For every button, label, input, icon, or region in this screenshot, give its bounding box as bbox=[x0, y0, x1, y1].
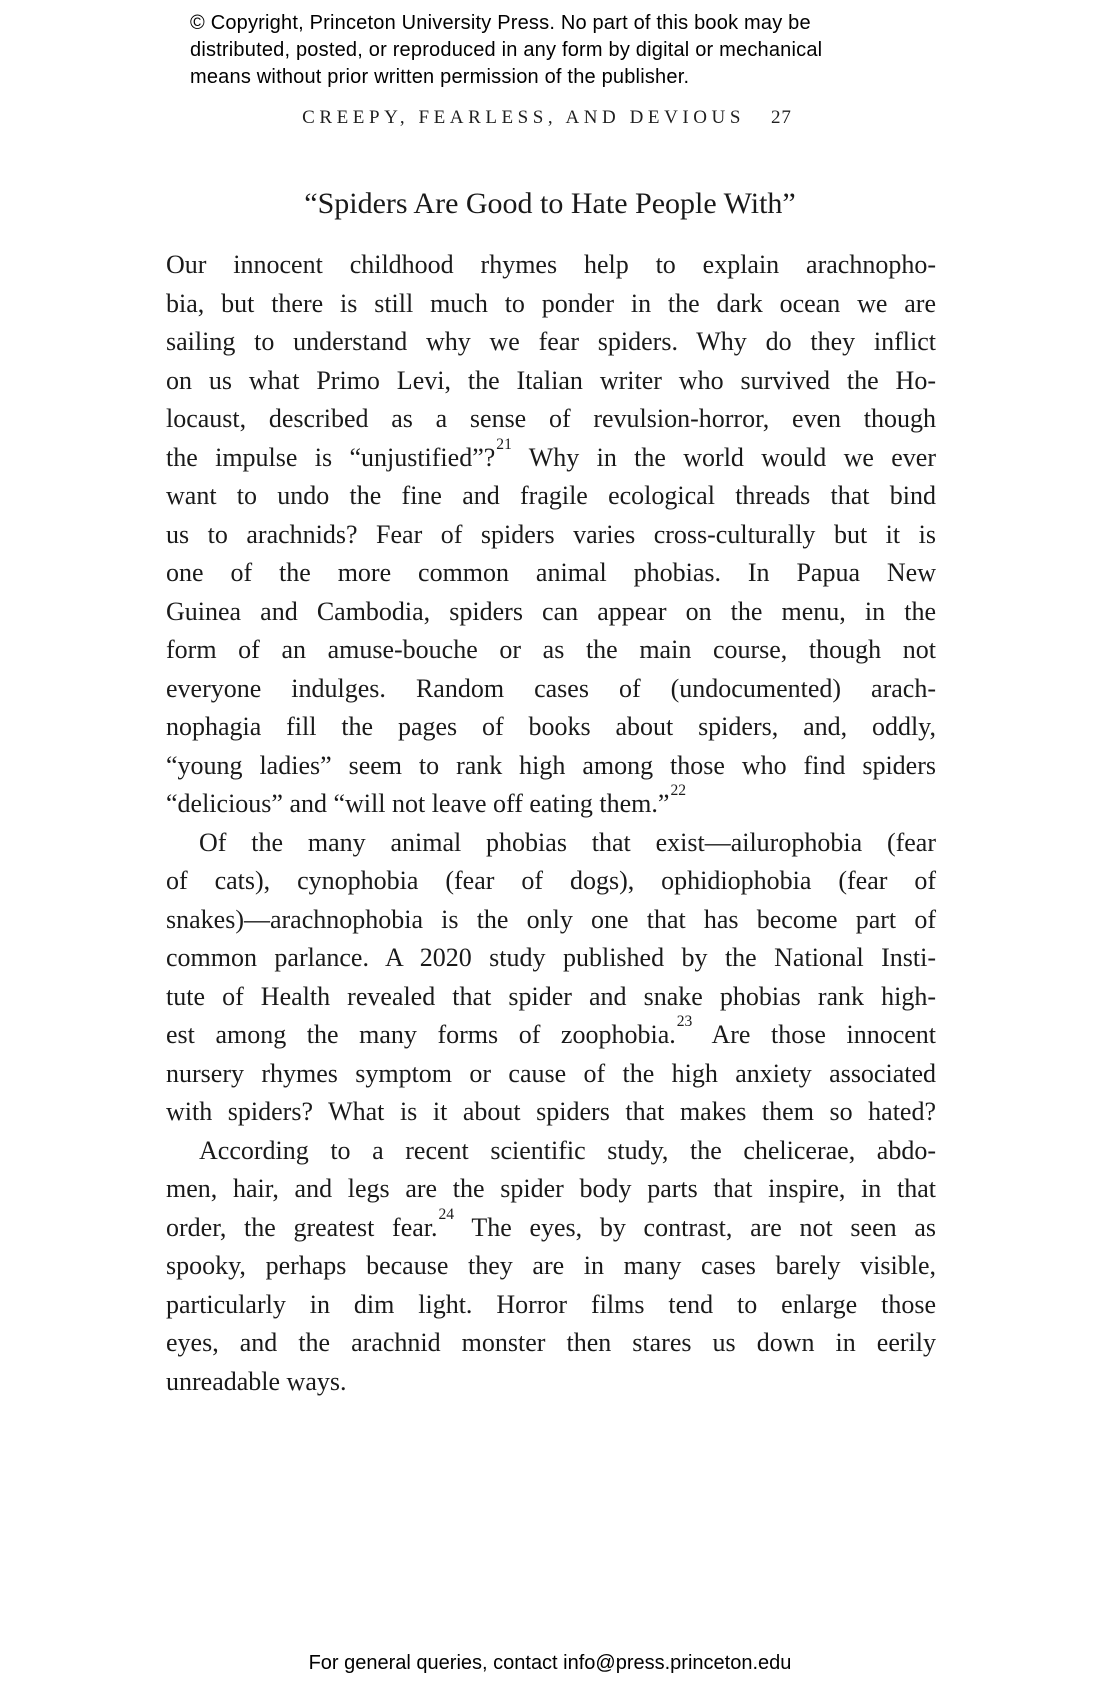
text-line: one of the more common animal phobias. In Papua New bbox=[166, 558, 936, 587]
footnote-reference: 23 bbox=[676, 1013, 693, 1031]
footnote-reference: 24 bbox=[438, 1205, 455, 1223]
copyright-line: distributed, posted, or reproduced in any form by digital or mechanical bbox=[190, 39, 823, 61]
copyright-line: means without prior written permission of the publisher. bbox=[190, 66, 690, 88]
paragraph bbox=[166, 246, 936, 824]
text-line: of cats), cynophobia (fear of dogs), ophidiophobia (fear of bbox=[166, 866, 936, 895]
page-number: 27 bbox=[770, 107, 792, 128]
text-line: common parlance. A 2020 study published by the National Insti- bbox=[166, 943, 936, 972]
text-line: tute of Health revealed that spider and snake phobias rank high- bbox=[166, 981, 936, 1011]
text-line: on us what Primo Levi, the Italian writer who survived the Ho- bbox=[166, 365, 936, 395]
text-line: unreadable ways. bbox=[166, 1366, 347, 1396]
text-line: with spiders? What is it about spiders that makes them so hated? bbox=[166, 1097, 936, 1126]
text-line: bia, but there is still much to ponder in the dark ocean we are bbox=[166, 288, 936, 318]
text-line: snakes)—arachnophobia is the only one that has become part of bbox=[166, 904, 936, 934]
text-line: Guinea and Cambodia, spiders can appear on the menu, in the bbox=[166, 596, 936, 626]
text-line: the impulse is “unjustified”?$^{21}$ Why in the world would we ever bbox=[166, 435, 936, 472]
text-line: eyes, and the arachnid monster then stares us down in eerily bbox=[166, 1328, 936, 1357]
text-line: “delicious” and “will not leave off eating them.”$^{22}$ bbox=[166, 782, 687, 818]
section-title: “Spiders Are Good to Hate People With” bbox=[304, 187, 796, 220]
footnote-reference: 21 bbox=[496, 435, 512, 453]
text-line: want to undo the fine and fragile ecological threads that bind bbox=[166, 481, 936, 510]
paragraph bbox=[166, 824, 936, 1132]
text-line: According to a recent scientific study, the chelicerae, abdo- bbox=[199, 1135, 936, 1165]
copyright-line: © Copyright, Princeton University Press. No part of this book may be bbox=[190, 12, 811, 34]
footer-queries-note: For general queries, contact info@press.princeton.edu bbox=[308, 1652, 792, 1674]
footnote-reference: 22 bbox=[670, 782, 687, 800]
running-head bbox=[0, 107, 1094, 129]
text-line: nophagia fill the pages of books about spiders, and, oddly, bbox=[166, 712, 936, 741]
text-line: Of the many animal phobias that exist—ailurophobia (fear bbox=[199, 827, 936, 857]
text-line: everyone indulges. Random cases of (undocumented) arach- bbox=[166, 673, 936, 703]
copyright-notice bbox=[190, 10, 822, 91]
text-line: “young ladies” seem to rank high among those who find spiders bbox=[166, 750, 936, 780]
text-line: spooky, perhaps because they are in many cases barely visible, bbox=[166, 1251, 936, 1280]
text-line: nursery rhymes symptom or cause of the high anxiety associated bbox=[166, 1058, 936, 1088]
body-text bbox=[166, 246, 936, 1401]
text-line: locaust, described as a sense of revulsion-horror, even though bbox=[166, 404, 936, 433]
text-line: particularly in dim light. Horror films tend to enlarge those bbox=[166, 1289, 936, 1319]
text-line: est among the many forms of zoophobia.$^{23}$ Are those innocent bbox=[166, 1013, 936, 1049]
text-line: form of an amuse-bouche or as the main course, though not bbox=[166, 635, 936, 664]
text-line: men, hair, and legs are the spider body parts that inspire, in that bbox=[166, 1174, 936, 1203]
text-line: Our innocent childhood rhymes help to explain arachnopho- bbox=[166, 250, 936, 279]
text-line: order, the greatest fear.$^{24}$ The eyes, by contrast, are not seen as bbox=[166, 1205, 936, 1242]
text-line: sailing to understand why we fear spiders. Why do they inflict bbox=[166, 327, 936, 356]
running-head-chapter-title: CREEPY, FEARLESS, AND DEVIOUS bbox=[302, 107, 745, 128]
text-line: us to arachnids? Fear of spiders varies cross-culturally but it is bbox=[166, 519, 936, 549]
paragraph bbox=[166, 1132, 936, 1402]
